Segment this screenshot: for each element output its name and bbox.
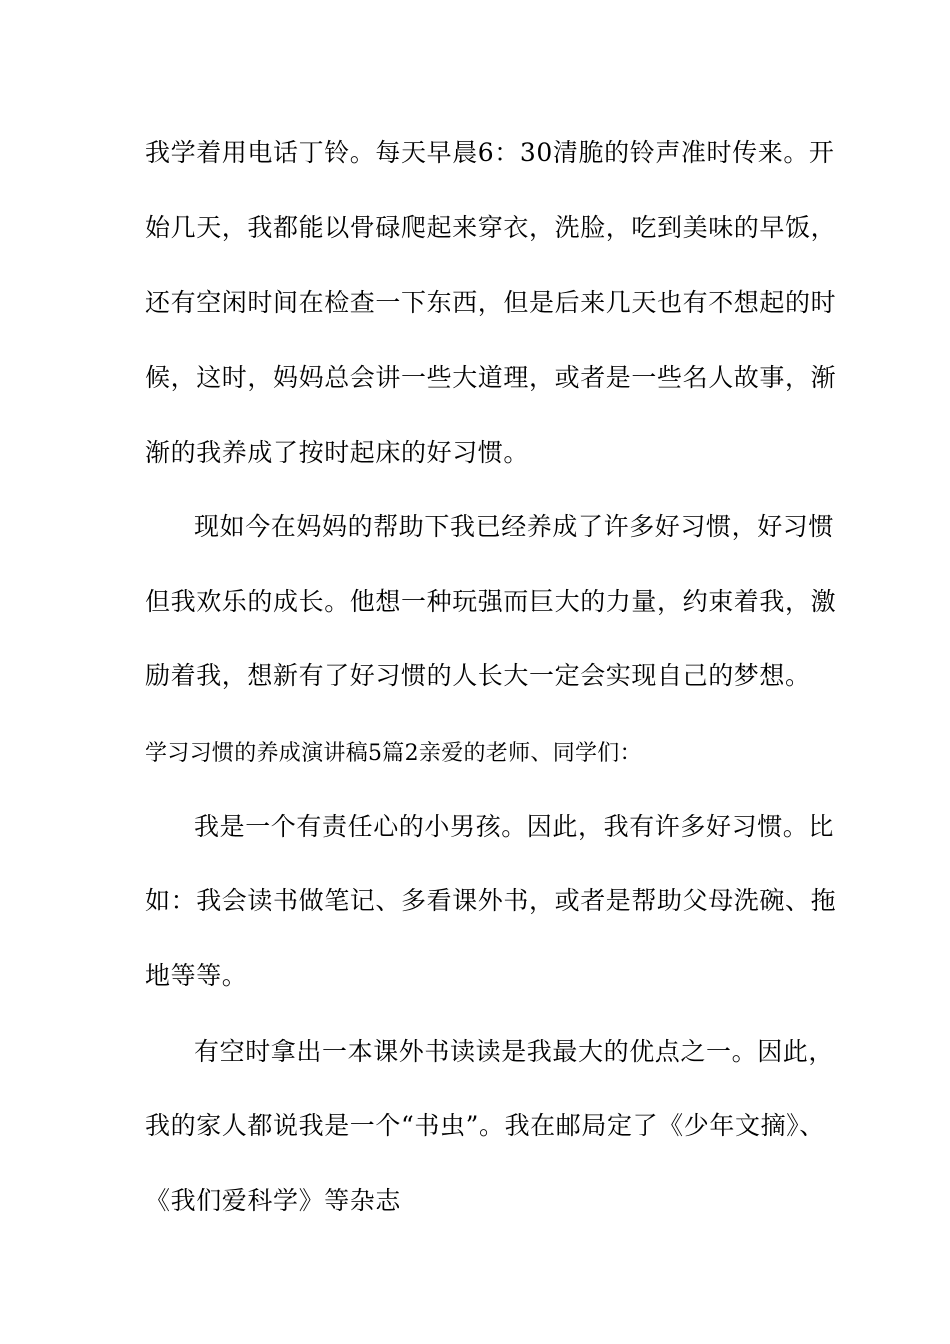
paragraph-line: 还有空闲时间在检查一下东西，但是后来几天也有不想起的时	[145, 288, 837, 317]
paragraph-line: 我的家人都说我是一个“书虫”。我在邮局定了《少年文摘》、	[145, 1111, 825, 1140]
paragraph-line: 有空时拿出一本课外书读读是我最大的优点之一。因此，	[194, 1037, 835, 1066]
paragraph-line: 始几天，我都能以骨碌爬起来穿衣，洗脸，吃到美味的早饭，	[145, 213, 837, 242]
paragraph-line: 渐的我养成了按时起床的好习惯。	[145, 438, 530, 467]
paragraph-line: 地等等。	[145, 961, 248, 990]
paragraph-line: 《我们爱科学》等杂志	[145, 1186, 402, 1215]
paragraph-line: 励着我，想新有了好习惯的人长大一定会实现自己的梦想。	[145, 661, 811, 690]
paragraph-line: 候，这时，妈妈总会讲一些大道理，或者是一些名人故事，渐	[145, 363, 837, 392]
paragraph-line: 但我欢乐的成长。他想一种玩强而巨大的力量，约束着我，激	[145, 587, 837, 616]
paragraph-line: 我学着用电话丁铃。每天早晨6：30清脆的铃声准时传来。开	[145, 138, 835, 167]
paragraph-line: 我是一个有责任心的小男孩。因此，我有许多好习惯。比	[194, 812, 835, 841]
paragraph-line: 现如今在妈妈的帮助下我已经养成了许多好习惯，好习惯	[194, 512, 835, 541]
section-heading: 学习习惯的养成演讲稿5篇2亲爱的老师、同学们：	[145, 741, 642, 766]
paragraph-line: 如：我会读书做笔记、多看课外书，或者是帮助父母洗碗、拖	[145, 886, 837, 915]
